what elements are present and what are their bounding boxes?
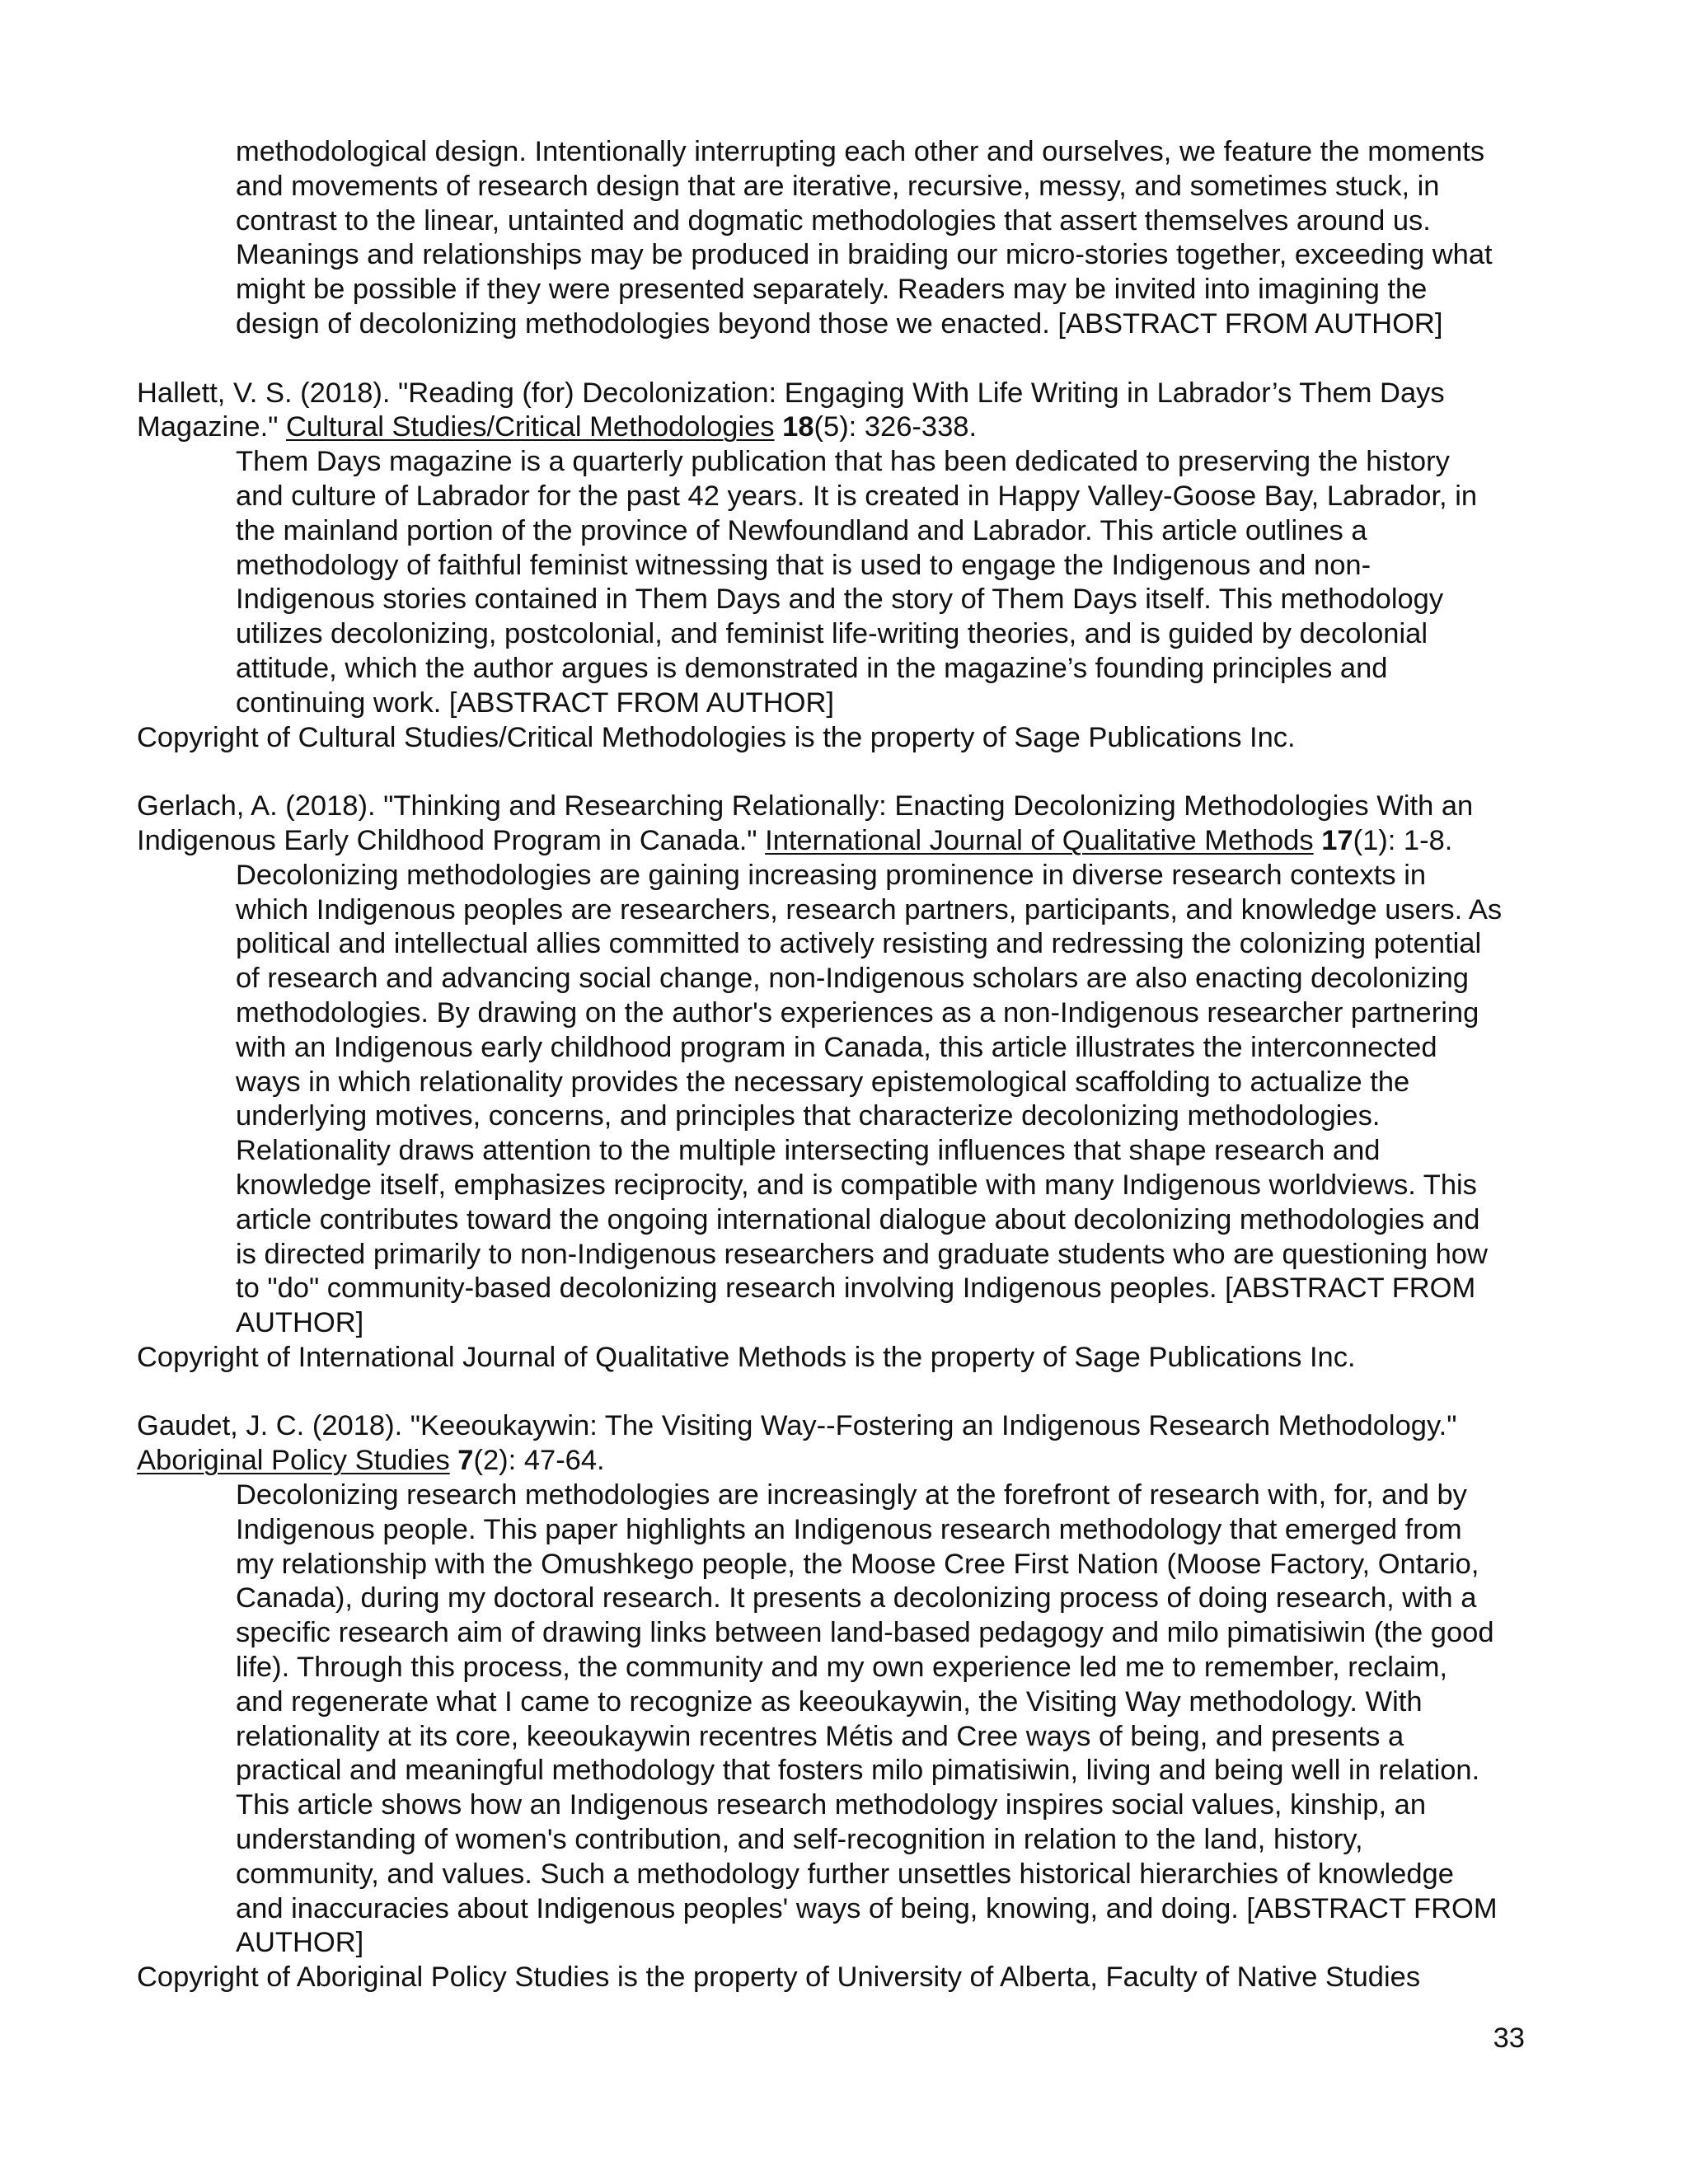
abstract-line: Indigenous people. This paper highlights an Indigenous research methodology that emerged from [236,1513,1462,1545]
abstract-line: and regenerate what I came to recognize as keeoukaywin, the Visiting Way methodology. With [236,1685,1423,1718]
citation-separator [1314,825,1322,856]
abstract-line: and movements of research design that are iterative, recursive, messy, and sometimes stuck, in [236,170,1440,202]
spacer [137,1376,1587,1410]
abstract-line: AUTHOR] [236,1927,364,1959]
abstract-line: understanding of women's contribution, and self-recognition in relation to the land, history, [236,1824,1363,1856]
abstract-line: to "do" community-based decolonizing research involving Indigenous peoples. [ABSTRACT FROM [236,1272,1476,1305]
bibliography-entry-hallett [137,377,1587,756]
abstract-line: political and intellectual allies committed to actively resisting and redressing the colonizing potential [236,928,1482,960]
citation-line [137,410,1587,445]
bibliography-content [137,135,1587,1995]
abstract-line: utilizes decolonizing, postcolonial, and feminist life-writing theories, and is guided by decolonial [236,618,1428,650]
spacer [137,342,1587,377]
abstract-line: Meanings and relationships may be produced in braiding our micro-stories together, exceeding what [236,239,1493,271]
abstract-line: This article shows how an Indigenous research methodology inspires social values, kinship, an [236,1789,1427,1821]
abstract-line: AUTHOR] [236,1307,364,1339]
abstract-line: ways in which relationality provides the necessary epistemological scaffolding to actualize the [236,1066,1410,1098]
abstract-line: and inaccuracies about Indigenous peoples' ways of being, knowing, and doing. [ABSTRACT FROM [236,1892,1498,1924]
abstract-line: which Indigenous peoples are researchers, research partners, participants, and knowledge users. As [236,893,1503,926]
abstract-line: is directed primarily to non-Indigenous researchers and graduate students who are questioning how [236,1238,1488,1270]
abstract-line: underlying motives, concerns, and principles that characterize decolonizing methodologies. [236,1100,1381,1132]
abstract-line: continuing work. [ABSTRACT FROM AUTHOR] [236,687,834,719]
abstract-line: methodology of faithful feminist witnessing that is used to engage the Indigenous and non- [236,549,1372,581]
journal-volume: 18 [782,411,814,443]
abstract-line: Decolonizing research methodologies are increasingly at the forefront of research with, for, and by [236,1479,1467,1511]
abstract-line: might be possible if they were presented separately. Readers may be invited into imagining the [236,274,1428,306]
abstract-line: and culture of Labrador for the past 42 years. It is created in Happy Valley-Goose Bay, Labrador, in [236,480,1478,512]
abstract [236,445,1587,720]
abstract-line: Relationality draws attention to the multiple intersecting influences that shape research and [236,1135,1381,1167]
abstract-line: with an Indigenous early childhood program in Canada, this article illustrates the interconnected [236,1031,1437,1063]
abstract-line: Indigenous stories contained in Them Days and the story of Them Days itself. This methodology [236,583,1444,616]
citation-text: Indigenous Early Childhood Program in Canada." [137,824,766,856]
journal-volume: 17 [1321,824,1353,856]
copyright-line: Copyright of International Journal of Qualitative Methods is the property of Sage Publications Inc. [137,1341,1356,1373]
abstract-line: design of decolonizing methodologies beyond those we enacted. [ABSTRACT FROM AUTHOR] [236,307,1443,340]
bibliography-entry-gaudet [137,1409,1587,1995]
issue-pages: (5): 326-338. [814,411,978,443]
journal-volume: 7 [457,1445,474,1477]
abstract-line: the mainland portion of the province of Newfoundland and Labrador. This article outlines a [236,514,1367,546]
abstract-line: practical and meaningful methodology that fosters milo pimatisiwin, living and being well in relation. [236,1755,1480,1787]
citation-line: Gaudet, J. C. (2018). "Keeoukaywin: The Visiting Way--Fostering an Indigenous Research Methodology." [137,1410,1457,1442]
spacer [137,755,1587,790]
copyright-line: Copyright of Cultural Studies/Critical Methodologies is the property of Sage Publications Inc. [137,721,1296,753]
abstract-line: relationality at its core, keeoukaywin recentres Métis and Cree ways of being, and presents a [236,1720,1404,1752]
citation-line: Gerlach, A. (2018). "Thinking and Researching Relationally: Enacting Decolonizing Methodologies With an [137,790,1474,823]
bibliography-entry-gerlach [137,790,1587,1376]
citation-text: Magazine." [137,411,287,443]
journal-title: Cultural Studies/Critical Methodologies [286,411,775,443]
abstract-continued [236,135,1587,342]
abstract [236,1479,1587,1961]
copyright-line: Copyright of Aboriginal Policy Studies is the property of University of Alberta, Faculty of Native Studies [137,1961,1421,1994]
abstract-line: specific research aim of drawing links between land-based pedagogy and milo pimatisiwin (the good [236,1617,1494,1649]
abstract-line: life). Through this process, the community and my own experience led me to remember, reclaim, [236,1652,1448,1684]
citation-line: Hallett, V. S. (2018). "Reading (for) Decolonization: Engaging With Life Writing in Labrador’s Them Days [137,377,1445,409]
journal-title: Aboriginal Policy Studies [137,1445,450,1477]
citation-line [137,1444,1587,1479]
abstract-line: methodological design. Intentionally interrupting each other and ourselves, we feature the moments [236,136,1485,167]
abstract-line: Them Days magazine is a quarterly publication that has been dedicated to preserving the history [236,446,1450,478]
abstract-line: of research and advancing social change, non-Indigenous scholars are also enacting decolonizing [236,963,1469,995]
issue-pages: (1): 1-8. [1353,824,1453,856]
abstract-line: contrast to the linear, untainted and dogmatic methodologies that assert themselves around us. [236,204,1431,237]
abstract [236,859,1587,1341]
citation-separator [775,411,783,443]
page-number: 33 [1493,2022,1525,2054]
abstract-line: methodologies. By drawing on the author's experiences as a non-Indigenous researcher partnering [236,996,1479,1029]
abstract-line: Decolonizing methodologies are gaining increasing prominence in diverse research contexts in [236,859,1427,891]
abstract-line: knowledge itself, emphasizes reciprocity, and is compatible with many Indigenous worldviews. This [236,1169,1477,1201]
abstract-line: my relationship with the Omushkego people, the Moose Cree First Nation (Moose Factory, Ontario, [236,1548,1479,1580]
citation-separator [450,1445,458,1476]
abstract-line: community, and values. Such a methodology further unsettles historical hierarchies of knowledge [236,1858,1454,1890]
journal-title: International Journal of Qualitative Methods [765,824,1314,856]
abstract-line: article contributes toward the ongoing international dialogue about decolonizing methodologies and [236,1203,1480,1235]
abstract-line: Canada), during my doctoral research. It presents a decolonizing process of doing research, with a [236,1582,1477,1615]
abstract-line: attitude, which the author argues is demonstrated in the magazine’s founding principles and [236,652,1388,684]
citation-line [137,824,1587,859]
issue-pages: (2): 47-64. [473,1445,605,1477]
